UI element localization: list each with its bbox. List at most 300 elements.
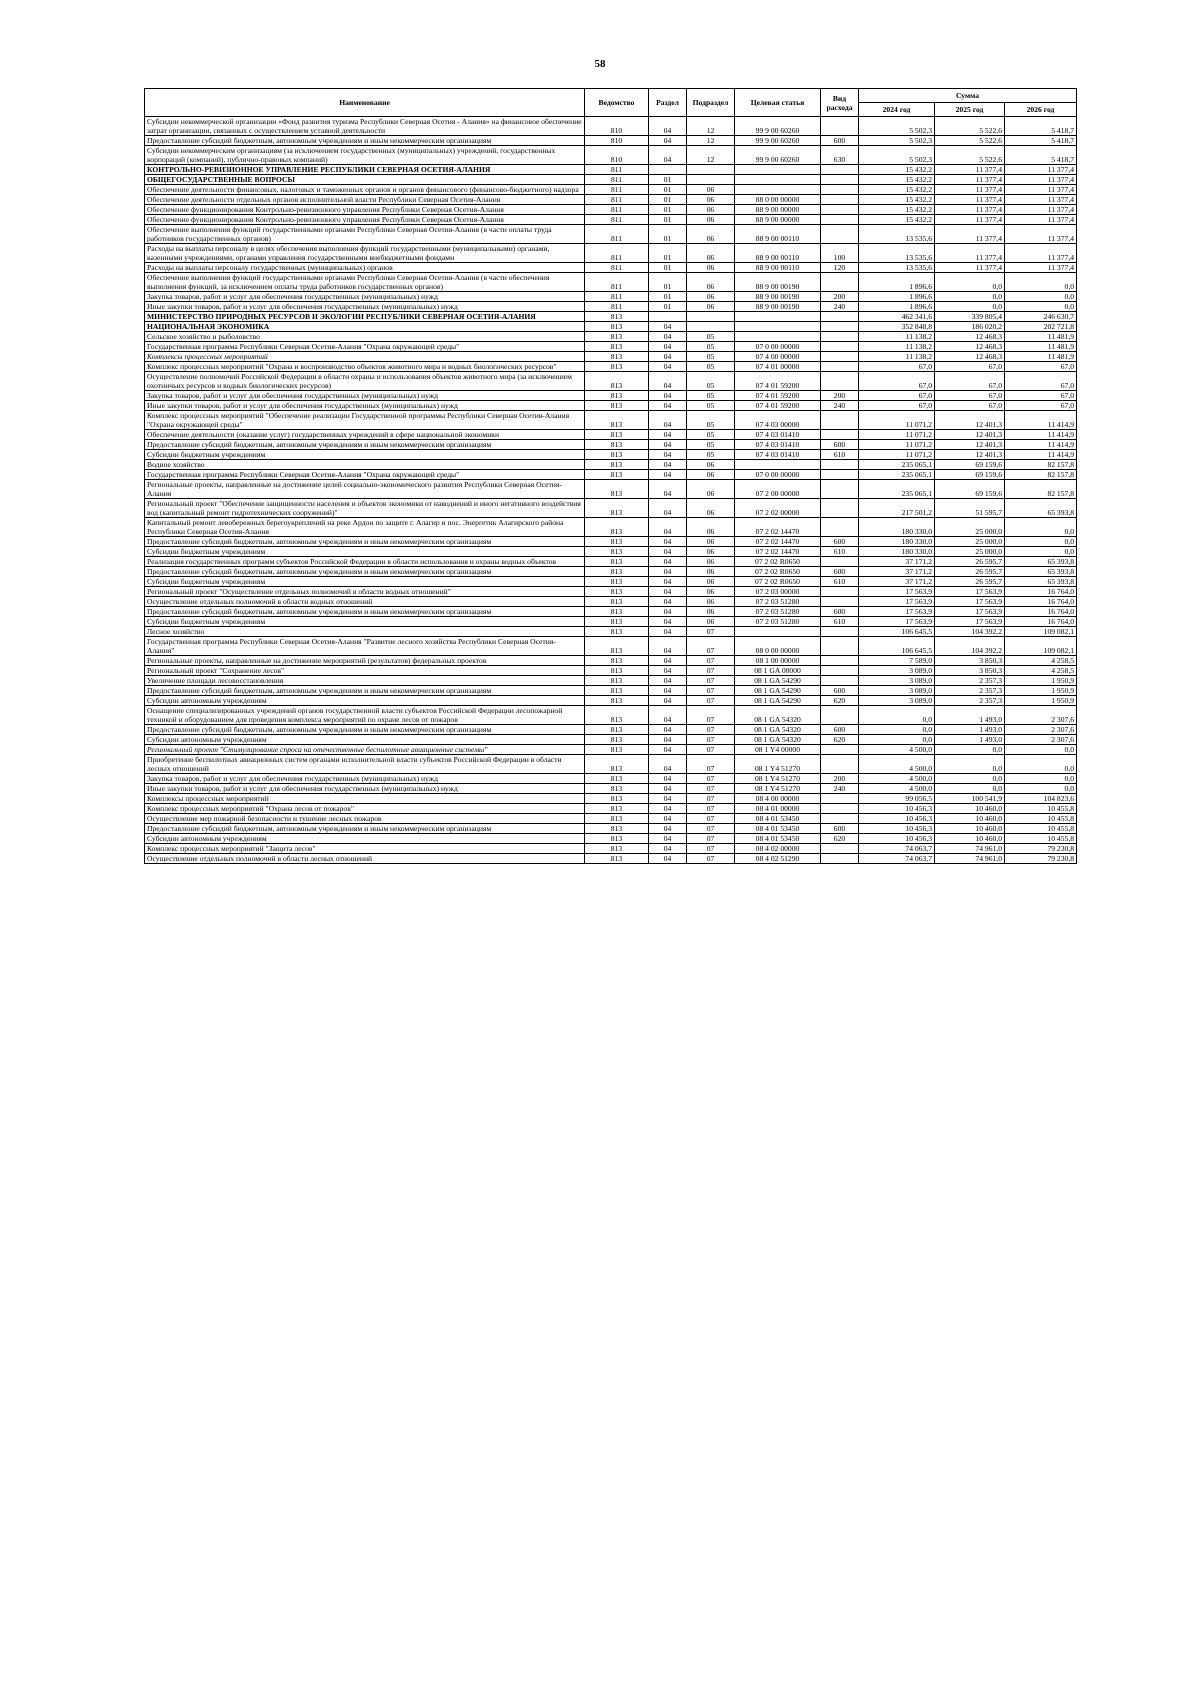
cell-department: 813	[585, 499, 649, 518]
cell-sum-2026: 1 950,9	[1005, 686, 1077, 696]
cell-expense-type: 100	[821, 244, 859, 263]
cell-subsection: 07	[687, 735, 735, 745]
cell-section: 01	[649, 302, 687, 312]
cell-expense-type: 240	[821, 401, 859, 411]
table-row	[145, 302, 1077, 312]
cell-target: 07 2 02 R0650	[735, 557, 821, 567]
cell-target: 08 1 Y4 51270	[735, 755, 821, 774]
cell-subsection: 07	[687, 804, 735, 814]
cell-subsection: 07	[687, 745, 735, 755]
cell-sum-2026: 10 455,8	[1005, 824, 1077, 834]
cell-expense-type	[821, 627, 859, 637]
cell-sum-2024: 17 563,9	[859, 607, 935, 617]
table-row	[145, 352, 1077, 362]
cell-subsection: 06	[687, 460, 735, 470]
cell-sum-2026: 1 950,9	[1005, 676, 1077, 686]
cell-expense-type: 600	[821, 440, 859, 450]
cell-section: 04	[649, 804, 687, 814]
cell-subsection: 06	[687, 292, 735, 302]
cell-sum-2025: 2 357,3	[935, 696, 1005, 706]
cell-expense-type	[821, 411, 859, 430]
cell-sum-2025: 67,0	[935, 391, 1005, 401]
cell-sum-2026: 16 764,0	[1005, 587, 1077, 597]
cell-expense-type: 600	[821, 725, 859, 735]
cell-subsection: 05	[687, 401, 735, 411]
cell-section: 04	[649, 470, 687, 480]
cell-sum-2024: 106 645,5	[859, 637, 935, 656]
cell-sum-2024: 0,0	[859, 706, 935, 725]
cell-sum-2024: 10 456,3	[859, 804, 935, 814]
cell-name: Субсидии некоммерческим организациям (за исключением государственных (муниципальных) учреждений, государственных корпораций (компаний), публично-правовых компаний)	[145, 146, 585, 165]
cell-department: 813	[585, 460, 649, 470]
cell-subsection: 06	[687, 185, 735, 195]
cell-target: 07 2 00 00000	[735, 480, 821, 499]
cell-subsection: 07	[687, 814, 735, 824]
cell-subsection: 06	[687, 557, 735, 567]
table-row	[145, 499, 1077, 518]
cell-target: 07 2 03 00000	[735, 587, 821, 597]
cell-section: 04	[649, 460, 687, 470]
cell-sum-2026: 11 481,9	[1005, 332, 1077, 342]
cell-expense-type	[821, 362, 859, 372]
cell-department: 811	[585, 175, 649, 185]
cell-sum-2025: 100 541,9	[935, 794, 1005, 804]
cell-expense-type: 600	[821, 136, 859, 146]
cell-sum-2026: 82 157,8	[1005, 480, 1077, 499]
cell-target: 08 1 GA 00000	[735, 666, 821, 676]
cell-subsection: 07	[687, 666, 735, 676]
cell-sum-2026: 0,0	[1005, 784, 1077, 794]
cell-section: 04	[649, 362, 687, 372]
cell-expense-type	[821, 342, 859, 352]
cell-target: 88 0 00 00000	[735, 195, 821, 205]
cell-department: 813	[585, 597, 649, 607]
cell-department: 813	[585, 784, 649, 794]
cell-sum-2025: 25 000,0	[935, 547, 1005, 557]
cell-section: 01	[649, 175, 687, 185]
cell-section	[649, 312, 687, 322]
cell-sum-2024: 235 065,1	[859, 480, 935, 499]
cell-name: Субсидии некоммерческой организации «Фонд развития туризма Республики Северная Осетия - Алания» на финансовое обеспечение затрат организации, связанных с осуществлением уставной деятельности	[145, 117, 585, 136]
cell-expense-type	[821, 372, 859, 391]
table-row	[145, 804, 1077, 814]
table-row	[145, 567, 1077, 577]
cell-sum-2026: 11 377,4	[1005, 195, 1077, 205]
cell-sum-2025: 186 020,2	[935, 322, 1005, 332]
cell-sum-2025: 0,0	[935, 774, 1005, 784]
cell-subsection: 12	[687, 146, 735, 165]
table-row	[145, 587, 1077, 597]
cell-sum-2025: 12 401,3	[935, 450, 1005, 460]
cell-name: Обеспечение функционирования Контрольно-ревизионного управления Республики Северная Осетия-Алания	[145, 205, 585, 215]
table-row	[145, 844, 1077, 854]
cell-name: Региональный проект "Осуществление отдельных полномочий в области водных отношений"	[145, 587, 585, 597]
cell-department: 811	[585, 215, 649, 225]
cell-section: 04	[649, 557, 687, 567]
table-row	[145, 470, 1077, 480]
cell-sum-2025: 11 377,4	[935, 244, 1005, 263]
table-row	[145, 440, 1077, 450]
cell-department: 811	[585, 185, 649, 195]
cell-department: 813	[585, 450, 649, 460]
cell-sum-2024: 74 063,7	[859, 854, 935, 864]
cell-name: Предоставление субсидий бюджетным, автономным учреждениям и иным некоммерческим организациям	[145, 537, 585, 547]
cell-expense-type: 240	[821, 784, 859, 794]
cell-name: Комплексы процессных мероприятий	[145, 352, 585, 362]
cell-sum-2026: 65 393,8	[1005, 577, 1077, 587]
cell-sum-2025: 11 377,4	[935, 195, 1005, 205]
cell-department: 813	[585, 430, 649, 440]
cell-target: 88 9 00 00190	[735, 292, 821, 302]
cell-expense-type	[821, 745, 859, 755]
cell-department: 810	[585, 136, 649, 146]
cell-sum-2026: 11 414,9	[1005, 450, 1077, 460]
cell-target: 88 9 00 00110	[735, 263, 821, 273]
cell-name: Иные закупки товаров, работ и услуг для обеспечения государственных (муниципальных) нужд	[145, 401, 585, 411]
cell-sum-2024: 5 502,3	[859, 136, 935, 146]
cell-sum-2025: 5 522,6	[935, 136, 1005, 146]
cell-expense-type	[821, 676, 859, 686]
cell-target: 99 9 00 60260	[735, 117, 821, 136]
cell-department: 813	[585, 352, 649, 362]
cell-name: Комплекс процессных мероприятий "Защита лесов"	[145, 844, 585, 854]
cell-section: 04	[649, 745, 687, 755]
cell-expense-type	[821, 637, 859, 656]
cell-sum-2026: 5 418,7	[1005, 117, 1077, 136]
cell-department: 811	[585, 195, 649, 205]
cell-section: 01	[649, 263, 687, 273]
cell-department: 813	[585, 391, 649, 401]
cell-sum-2025: 104 392,2	[935, 627, 1005, 637]
cell-name: Обеспечение функционирования Контрольно-ревизионного управления Республики Северная Осетия-Алания	[145, 215, 585, 225]
cell-expense-type: 200	[821, 292, 859, 302]
cell-section: 04	[649, 537, 687, 547]
cell-name: ОБЩЕГОСУДАРСТВЕННЫЕ ВОПРОСЫ	[145, 175, 585, 185]
cell-sum-2025: 104 392,2	[935, 637, 1005, 656]
cell-sum-2024: 5 502,3	[859, 117, 935, 136]
table-row	[145, 794, 1077, 804]
cell-subsection: 06	[687, 480, 735, 499]
cell-section: 04	[649, 332, 687, 342]
cell-section: 04	[649, 577, 687, 587]
cell-sum-2026: 2 307,6	[1005, 735, 1077, 745]
cell-department: 813	[585, 470, 649, 480]
cell-name: Закупка товаров, работ и услуг для обеспечения государственных (муниципальных) нужд	[145, 774, 585, 784]
cell-sum-2026: 11 377,4	[1005, 165, 1077, 175]
cell-department: 813	[585, 577, 649, 587]
cell-sum-2026: 65 393,8	[1005, 499, 1077, 518]
cell-target: 08 1 00 00000	[735, 656, 821, 666]
cell-subsection: 05	[687, 450, 735, 460]
cell-expense-type: 610	[821, 547, 859, 557]
cell-section: 04	[649, 854, 687, 864]
cell-sum-2024: 3 089,0	[859, 696, 935, 706]
cell-expense-type	[821, 470, 859, 480]
cell-name: Региональный проект "Обеспечение защищенности населения и объектов экономики от наводнений и иного негативного воздействия вод (капитальный ремонт гидротехнических сооружений)"	[145, 499, 585, 518]
cell-sum-2024: 4 500,0	[859, 755, 935, 774]
cell-name: Предоставление субсидий бюджетным, автономным учреждениям и иным некоммерческим организациям	[145, 567, 585, 577]
cell-department: 813	[585, 854, 649, 864]
cell-expense-type: 600	[821, 607, 859, 617]
cell-target: 08 4 01 53450	[735, 824, 821, 834]
cell-section: 01	[649, 195, 687, 205]
cell-sum-2025: 17 563,9	[935, 607, 1005, 617]
cell-expense-type	[821, 205, 859, 215]
cell-section: 01	[649, 205, 687, 215]
cell-name: Субсидии бюджетным учреждениям	[145, 547, 585, 557]
cell-sum-2024: 180 330,0	[859, 537, 935, 547]
cell-sum-2026: 67,0	[1005, 372, 1077, 391]
cell-subsection: 05	[687, 391, 735, 401]
cell-sum-2025: 67,0	[935, 372, 1005, 391]
cell-section: 01	[649, 273, 687, 292]
cell-target: 07 2 02 14470	[735, 547, 821, 557]
cell-subsection	[687, 312, 735, 322]
cell-sum-2024: 4 500,0	[859, 774, 935, 784]
cell-department: 813	[585, 607, 649, 617]
cell-name: Государственная программа Республики Северная Осетия-Алания "Охрана окружающей среды"	[145, 342, 585, 352]
table-row	[145, 362, 1077, 372]
cell-section: 04	[649, 814, 687, 824]
table-row	[145, 637, 1077, 656]
header-year-2026: 2026 год	[1005, 103, 1077, 117]
cell-department: 813	[585, 774, 649, 784]
cell-department: 813	[585, 656, 649, 666]
cell-sum-2024: 11 071,2	[859, 411, 935, 430]
cell-name: Государственная программа Республики Северная Осетия-Алания "Охрана окружающей среды"	[145, 470, 585, 480]
cell-expense-type: 600	[821, 686, 859, 696]
cell-target: 08 4 02 51290	[735, 854, 821, 864]
cell-sum-2026: 0,0	[1005, 537, 1077, 547]
cell-sum-2024: 1 896,6	[859, 273, 935, 292]
cell-name: Субсидии автономным учреждениям	[145, 834, 585, 844]
cell-section: 04	[649, 666, 687, 676]
table-row	[145, 411, 1077, 430]
cell-sum-2025: 11 377,4	[935, 225, 1005, 244]
cell-department: 813	[585, 322, 649, 332]
budget-table	[144, 88, 1077, 864]
cell-name: Комплекс процессных мероприятий "Охрана лесов от пожаров"	[145, 804, 585, 814]
cell-sum-2024: 17 563,9	[859, 587, 935, 597]
cell-expense-type	[821, 814, 859, 824]
cell-sum-2026: 11 377,4	[1005, 263, 1077, 273]
header-sum: Сумма	[859, 89, 1077, 103]
cell-expense-type	[821, 185, 859, 195]
cell-section: 04	[649, 146, 687, 165]
cell-sum-2025: 1 493,0	[935, 735, 1005, 745]
cell-department: 813	[585, 824, 649, 834]
cell-name: Реализация государственных программ субъектов Российской Федерации в области использования и охраны водных объектов	[145, 557, 585, 567]
cell-sum-2025: 17 563,9	[935, 617, 1005, 627]
table-row	[145, 834, 1077, 844]
cell-name: Осуществление отдельных полномочий в области водных отношений	[145, 597, 585, 607]
cell-target: 07 2 03 51280	[735, 607, 821, 617]
cell-department: 813	[585, 411, 649, 430]
cell-sum-2026: 11 481,9	[1005, 342, 1077, 352]
cell-sum-2025: 12 401,3	[935, 430, 1005, 440]
cell-name: Сельское хозяйство и рыболовство	[145, 332, 585, 342]
cell-sum-2024: 352 848,8	[859, 322, 935, 332]
cell-subsection: 06	[687, 617, 735, 627]
cell-expense-type	[821, 273, 859, 292]
cell-name: Капитальный ремонт левобережных берегоукреплений на реке Ардон по защите г. Алагир и пос. Энергетик Алагирского района Республики Северная Осетия-Алания	[145, 518, 585, 537]
cell-section: 04	[649, 480, 687, 499]
cell-expense-type: 120	[821, 263, 859, 273]
cell-target: 88 9 00 00000	[735, 215, 821, 225]
cell-expense-type: 200	[821, 774, 859, 784]
table-row	[145, 547, 1077, 557]
cell-sum-2025: 69 159,6	[935, 470, 1005, 480]
cell-name: Иные закупки товаров, работ и услуг для обеспечения государственных (муниципальных) нужд	[145, 784, 585, 794]
cell-target: 07 4 01 00000	[735, 362, 821, 372]
cell-sum-2024: 11 071,2	[859, 440, 935, 450]
cell-target: 88 9 00 00190	[735, 273, 821, 292]
cell-department: 813	[585, 637, 649, 656]
table-row	[145, 755, 1077, 774]
header-expense-type: Вид расхода	[821, 89, 859, 117]
cell-sum-2024: 235 065,1	[859, 460, 935, 470]
cell-department: 810	[585, 117, 649, 136]
cell-department: 813	[585, 440, 649, 450]
cell-target: 08 1 GA 54320	[735, 735, 821, 745]
cell-department: 813	[585, 706, 649, 725]
cell-subsection: 06	[687, 302, 735, 312]
cell-sum-2025: 17 563,9	[935, 597, 1005, 607]
cell-sum-2024: 37 171,2	[859, 557, 935, 567]
cell-subsection: 06	[687, 263, 735, 273]
cell-sum-2025: 12 468,3	[935, 342, 1005, 352]
table-row	[145, 430, 1077, 440]
table-row	[145, 195, 1077, 205]
cell-target: 08 1 Y4 51270	[735, 784, 821, 794]
cell-expense-type	[821, 597, 859, 607]
cell-sum-2025: 12 468,3	[935, 332, 1005, 342]
cell-name: Обеспечение деятельности (оказание услуг) государственных учреждений в сфере национальной экономики	[145, 430, 585, 440]
cell-sum-2026: 65 393,8	[1005, 557, 1077, 567]
cell-target: 08 1 GA 54320	[735, 706, 821, 725]
cell-subsection: 06	[687, 499, 735, 518]
cell-target: 08 1 GA 54290	[735, 696, 821, 706]
cell-department: 813	[585, 342, 649, 352]
cell-sum-2024: 4 500,0	[859, 745, 935, 755]
table-row	[145, 824, 1077, 834]
cell-sum-2024: 106 645,5	[859, 627, 935, 637]
table-body	[145, 117, 1077, 864]
table-row	[145, 391, 1077, 401]
cell-target: 07 4 01 59200	[735, 372, 821, 391]
cell-subsection: 06	[687, 567, 735, 577]
cell-section: 04	[649, 656, 687, 666]
cell-sum-2025: 26 595,7	[935, 557, 1005, 567]
cell-target	[735, 322, 821, 332]
cell-target: 99 9 00 60260	[735, 146, 821, 165]
cell-sum-2024: 235 065,1	[859, 470, 935, 480]
cell-sum-2025: 3 850,3	[935, 656, 1005, 666]
cell-sum-2026: 11 377,4	[1005, 205, 1077, 215]
cell-name: Осуществление мер пожарной безопасности и тушение лесных пожаров	[145, 814, 585, 824]
cell-sum-2025: 1 493,0	[935, 706, 1005, 725]
cell-expense-type	[821, 117, 859, 136]
cell-target: 07 2 02 14470	[735, 537, 821, 547]
cell-name: Увеличение площади лесовосстановления	[145, 676, 585, 686]
cell-target: 07 0 00 00000	[735, 342, 821, 352]
cell-subsection: 06	[687, 225, 735, 244]
table-row	[145, 292, 1077, 302]
cell-sum-2025: 5 522,6	[935, 117, 1005, 136]
cell-expense-type	[821, 480, 859, 499]
cell-subsection: 07	[687, 686, 735, 696]
cell-sum-2025: 12 468,3	[935, 352, 1005, 362]
cell-target: 07 2 03 51280	[735, 597, 821, 607]
cell-department: 813	[585, 567, 649, 577]
cell-section: 04	[649, 755, 687, 774]
cell-expense-type	[821, 175, 859, 185]
cell-section	[649, 165, 687, 175]
cell-section: 04	[649, 352, 687, 362]
cell-section: 04	[649, 440, 687, 450]
cell-department: 813	[585, 627, 649, 637]
table-row	[145, 146, 1077, 165]
cell-department: 811	[585, 165, 649, 175]
cell-subsection: 06	[687, 597, 735, 607]
cell-expense-type	[821, 587, 859, 597]
cell-section: 04	[649, 834, 687, 844]
cell-sum-2024: 5 502,3	[859, 146, 935, 165]
table-row	[145, 205, 1077, 215]
cell-department: 813	[585, 745, 649, 755]
cell-section: 04	[649, 784, 687, 794]
cell-expense-type: 600	[821, 567, 859, 577]
cell-name: Субсидии бюджетным учреждениям	[145, 450, 585, 460]
cell-name: Обеспечение деятельности отдельных органов исполнительной власти Республики Северная Осетия-Алания	[145, 195, 585, 205]
cell-department: 811	[585, 302, 649, 312]
cell-sum-2026: 82 157,8	[1005, 460, 1077, 470]
cell-sum-2025: 67,0	[935, 401, 1005, 411]
table-row	[145, 244, 1077, 263]
cell-name: Осуществление отдельных полномочий в области лесных отношений	[145, 854, 585, 864]
cell-department: 811	[585, 244, 649, 263]
cell-expense-type	[821, 794, 859, 804]
cell-expense-type	[821, 165, 859, 175]
cell-section: 04	[649, 774, 687, 784]
cell-section: 04	[649, 518, 687, 537]
cell-sum-2026: 202 721,8	[1005, 322, 1077, 332]
cell-department: 813	[585, 332, 649, 342]
cell-target	[735, 332, 821, 342]
cell-sum-2024: 217 501,2	[859, 499, 935, 518]
cell-name: Региональные проекты, направленные на достижение мероприятий (результатов) федеральных проектов	[145, 656, 585, 666]
cell-name: Комплексы процессных мероприятий	[145, 794, 585, 804]
cell-sum-2024: 67,0	[859, 401, 935, 411]
cell-sum-2026: 0,0	[1005, 292, 1077, 302]
cell-section: 01	[649, 185, 687, 195]
cell-name: Расходы на выплаты персоналу государственных (муниципальных) органов	[145, 263, 585, 273]
cell-sum-2025: 25 000,0	[935, 537, 1005, 547]
cell-sum-2025: 11 377,4	[935, 185, 1005, 195]
cell-department: 813	[585, 666, 649, 676]
table-row	[145, 372, 1077, 391]
cell-subsection: 06	[687, 273, 735, 292]
cell-department: 811	[585, 273, 649, 292]
cell-target: 07 4 03 01410	[735, 450, 821, 460]
cell-sum-2026: 67,0	[1005, 391, 1077, 401]
cell-target: 08 1 Y4 51270	[735, 774, 821, 784]
cell-name: Водное хозяйство	[145, 460, 585, 470]
cell-target: 08 1 Y4 00000	[735, 745, 821, 755]
table-row	[145, 136, 1077, 146]
cell-name: КОНТРОЛЬНО-РЕВИЗИОННОЕ УПРАВЛЕНИЕ РЕСПУБЛИКИ СЕВЕРНАЯ ОСЕТИЯ-АЛАНИЯ	[145, 165, 585, 175]
cell-expense-type	[821, 215, 859, 225]
